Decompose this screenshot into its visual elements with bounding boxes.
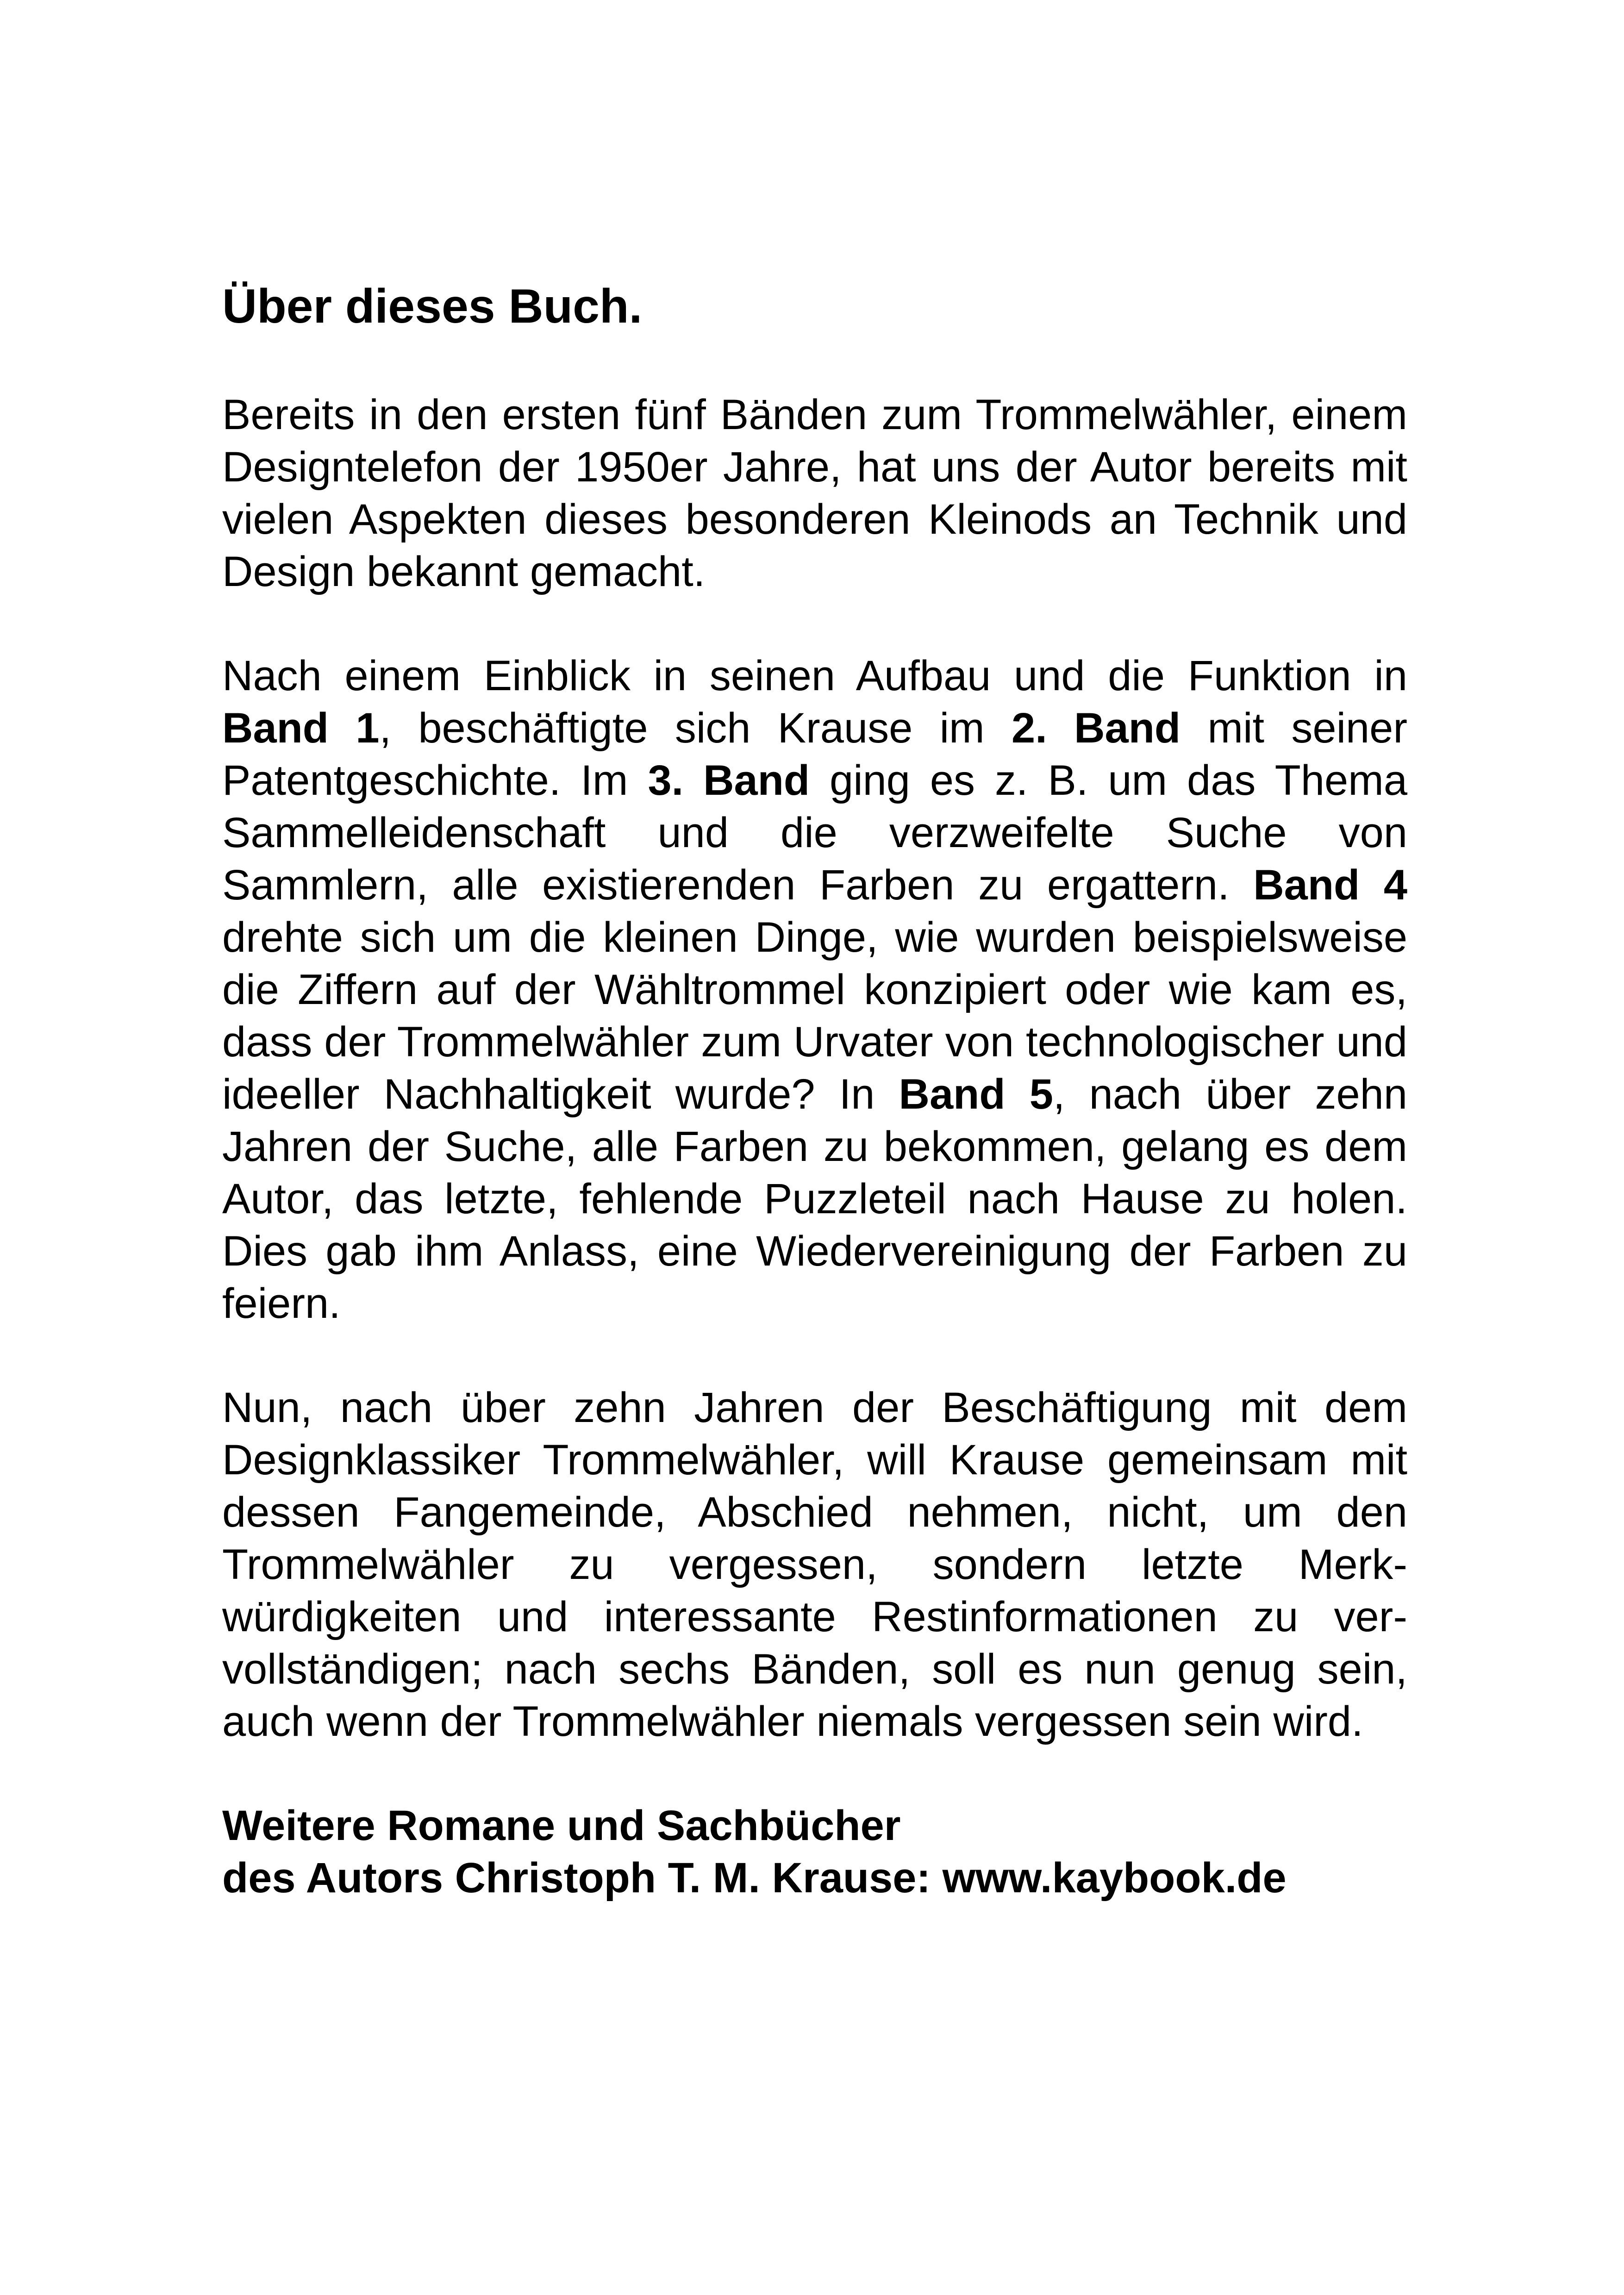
paragraph-farewell: Nun, nach über zehn Jahren der Beschäftigung mit dem Designklassiker Trommelwähler, will Krause gemeinsam mit dessen Fangemeinde, Abschied nehmen, nicht, um den Trommelwähler zu vergessen, sondern letzte Merkwürdigkeiten und interessante Restinformationen zu vervollständigen; nach sechs Bänden, soll es nun genug sein, auch wenn der Trommelwähler niemals vergessen sein wird. — [222, 1384, 1407, 1745]
paragraph-intro: Bereits in den ersten fünf Bänden zum Trommelwähler, einem Designtelefon der 1950er Jahre, hat uns der Autor bereits mit vielen Aspekten dieses besonderen Kleinods an Technik und Design bekannt gemacht. — [222, 391, 1407, 595]
band-2-label: 2. Band — [1012, 704, 1181, 752]
band-3-label: 3. Band — [648, 756, 810, 804]
text-segment: , nach über zehn Jahren der Suche, alle Farben zu bekommen, gelang es dem Autor, das letzte, fehlende Puzzleteil nach Hause zu holen. Dies gab ihm Anlass, eine Wiedervereinigung der Farben zu feiern. — [222, 1070, 1407, 1327]
page-title: Über dieses Buch. — [222, 280, 643, 333]
text-segment: drehte sich um die kleinen Dinge, wie wurden beispielsweise die Ziffern auf der Wähltrommel konzipiert oder wie kam es, dass der Trommelwähler zum Urvater von technologischer und ideeller Nachhaltigkeit wurde? In — [222, 913, 1407, 1118]
page-content — [222, 278, 1407, 1904]
text-segment: Nach einem Einblick in seinen Aufbau und die Funktion in — [222, 652, 1407, 699]
author-note-line-1: Weitere Romane und Sachbücher — [222, 1802, 901, 1849]
paragraph-volumes — [222, 650, 1407, 1330]
text-segment: mit seiner Patentgeschichte. Im — [222, 704, 1407, 804]
author-note — [222, 1800, 1407, 1904]
author-note-line-2: des Autors Christoph T. M. Krause: www.kaybook.de — [222, 1854, 1287, 1902]
text-segment: ging es z. B. um das Thema Sammelleidenschaft und die verzweifelte Suche von Sammlern, alle existierenden Farben zu ergattern. — [222, 756, 1407, 909]
band-4-label: Band 4 — [1253, 861, 1407, 909]
band-1-label: Band 1 — [222, 704, 380, 752]
band-5-label: Band 5 — [899, 1070, 1053, 1118]
text-segment: , beschäftigte sich Krause im — [379, 704, 1012, 752]
